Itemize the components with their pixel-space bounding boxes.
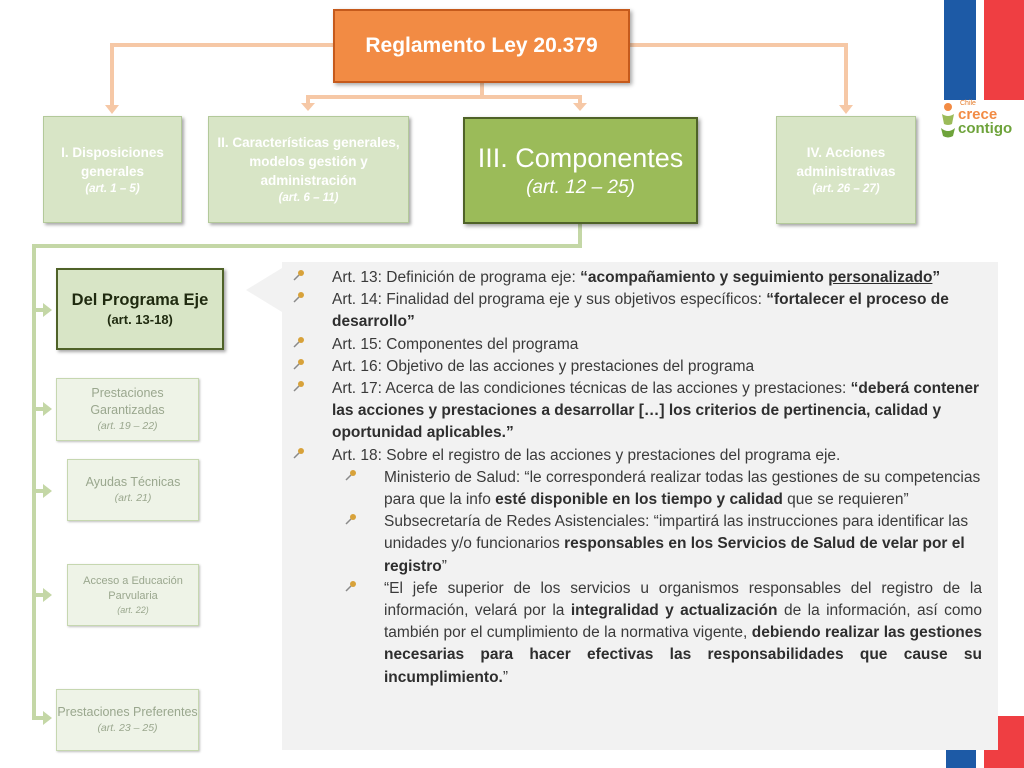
subsecretaria-text: Subsecretaría de Redes Asistenciales: “impartirá las instrucciones para identificar las unidades y/o funcionarios (384, 513, 969, 553)
side-box-prestaciones-garantizadas (56, 378, 199, 441)
regulation-title: Reglamento Ley 20.379 (365, 34, 598, 57)
art15-text: Art. 15: Componentes del programa (332, 335, 579, 353)
art17-text: Art. 17: Acerca de las condiciones técnicas de las acciones y prestaciones: (332, 380, 851, 398)
ministerio-text: Ministerio de Salud: “le corresponderá realizar todas las gestiones de su competencias para que la info (384, 468, 981, 509)
side-title: Acceso a Educación Parvularia (83, 574, 183, 602)
jefe-bold-1: integralidad y actualización (570, 602, 778, 620)
crece-contigo-logo (938, 100, 1024, 142)
section-title: III. Componentes (477, 142, 684, 173)
regulation-title-box (333, 9, 630, 83)
pin-bullet-icon (292, 291, 305, 304)
pin-bullet-icon (344, 580, 357, 593)
section-title: II. Características generales, modelos gestión y administración (217, 135, 400, 188)
chile-flag-decoration (944, 0, 1024, 100)
art14-text: Art. 14: Finalidad del programa eje y sus objetivos específicos: (332, 291, 767, 309)
section-articles: (art. 26 – 27) (812, 183, 880, 195)
pin-bullet-icon (292, 447, 305, 460)
section-box-componentes (463, 117, 698, 224)
ministerio-text-end: que se requieren” (782, 491, 909, 509)
list-item-art14 (282, 289, 982, 333)
section-articles: (art. 6 – 11) (278, 192, 339, 204)
side-box-ayudas-tecnicas (67, 459, 199, 521)
list-item-art16 (282, 356, 982, 378)
jefe-text-2: de la información, así como también por el cumplimiento de la normativa vigente, (384, 602, 982, 642)
side-articles: (art. 23 – 25) (97, 722, 158, 734)
section-title: I. Disposiciones generales (61, 144, 164, 179)
art18-text: Art. 18: Sobre el registro de las acciones y prestaciones del programa eje. (332, 446, 841, 464)
list-item-art17 (282, 378, 982, 445)
pin-bullet-icon (292, 380, 305, 393)
side-title: Prestaciones Preferentes (57, 705, 198, 719)
art17-quote: “deberá contener las acciones y prestaciones a desarrollar […] los criterios de pertinencia, calidad y oportunidad aplicables.” (332, 380, 980, 442)
content-callout-pointer (246, 268, 282, 312)
list-item-art18 (282, 445, 982, 689)
side-box-programa-eje (56, 268, 224, 350)
pin-bullet-icon (344, 469, 357, 482)
side-articles: (art. 21) (114, 492, 152, 504)
side-title: Ayudas Técnicas (85, 475, 181, 489)
art13-quote-underlined: personalizado (828, 269, 933, 286)
sub-item-jefe-superior (282, 578, 982, 689)
section-articles: (art. 1 – 5) (85, 182, 140, 195)
side-articles: (art. 22) (117, 604, 149, 615)
logo-line2: crece (958, 106, 998, 123)
logo-line3: contigo (958, 120, 1013, 137)
art14-quote: “fortalecer el proceso de desarrollo” (332, 291, 949, 331)
jefe-text: “El jefe superior de los servicios u organismos responsables del registro de la información, velará por la (384, 579, 982, 620)
jefe-text-end: ” (502, 668, 509, 686)
subsecretaria-bold: responsables en los Servicios de Salud de velar por el registro (384, 535, 965, 575)
pin-bullet-icon (292, 336, 305, 349)
art13-text: Art. 13: Definición de programa eje: (332, 269, 581, 286)
art13-quote-end: ” (932, 269, 941, 286)
sub-item-subsecretaria (282, 511, 982, 578)
pin-bullet-icon (292, 269, 305, 282)
side-box-educacion-parvularia (67, 564, 199, 626)
pin-bullet-icon (292, 358, 305, 371)
art13-quote: “acompañamiento y seguimiento (580, 269, 829, 286)
side-box-prestaciones-preferentes (56, 689, 199, 751)
list-item-art13 (282, 267, 982, 289)
art16-text: Art. 16: Objetivo de las acciones y prestaciones del programa (332, 357, 755, 375)
side-title: Prestaciones Garantizadas (90, 386, 165, 417)
pin-bullet-icon (344, 513, 357, 526)
section-box-caracteristicas (208, 116, 409, 223)
section-title: IV. Acciones administrativas (796, 145, 896, 179)
sub-item-ministerio (282, 467, 982, 511)
side-title: Del Programa Eje (71, 291, 209, 309)
logo-line1: Chile (960, 100, 976, 107)
subsecretaria-text-end: ” (441, 557, 447, 575)
ministerio-bold: esté disponible en los tiempo y calidad (495, 491, 783, 509)
jefe-bold-2: debiendo realizar las gestiones necesarias para hacer efectivas las responsabilidades que cause su incumplimiento. (384, 624, 982, 686)
side-articles: (art. 19 – 22) (97, 420, 158, 432)
section-articles: (art. 12 – 25) (526, 176, 635, 198)
content-panel (282, 262, 998, 750)
section-box-acciones (776, 116, 916, 224)
list-item-art15 (282, 334, 982, 356)
section-box-disposiciones (43, 116, 182, 223)
logo-figure-icon (938, 102, 958, 140)
side-articles: (art. 13-18) (107, 312, 173, 327)
